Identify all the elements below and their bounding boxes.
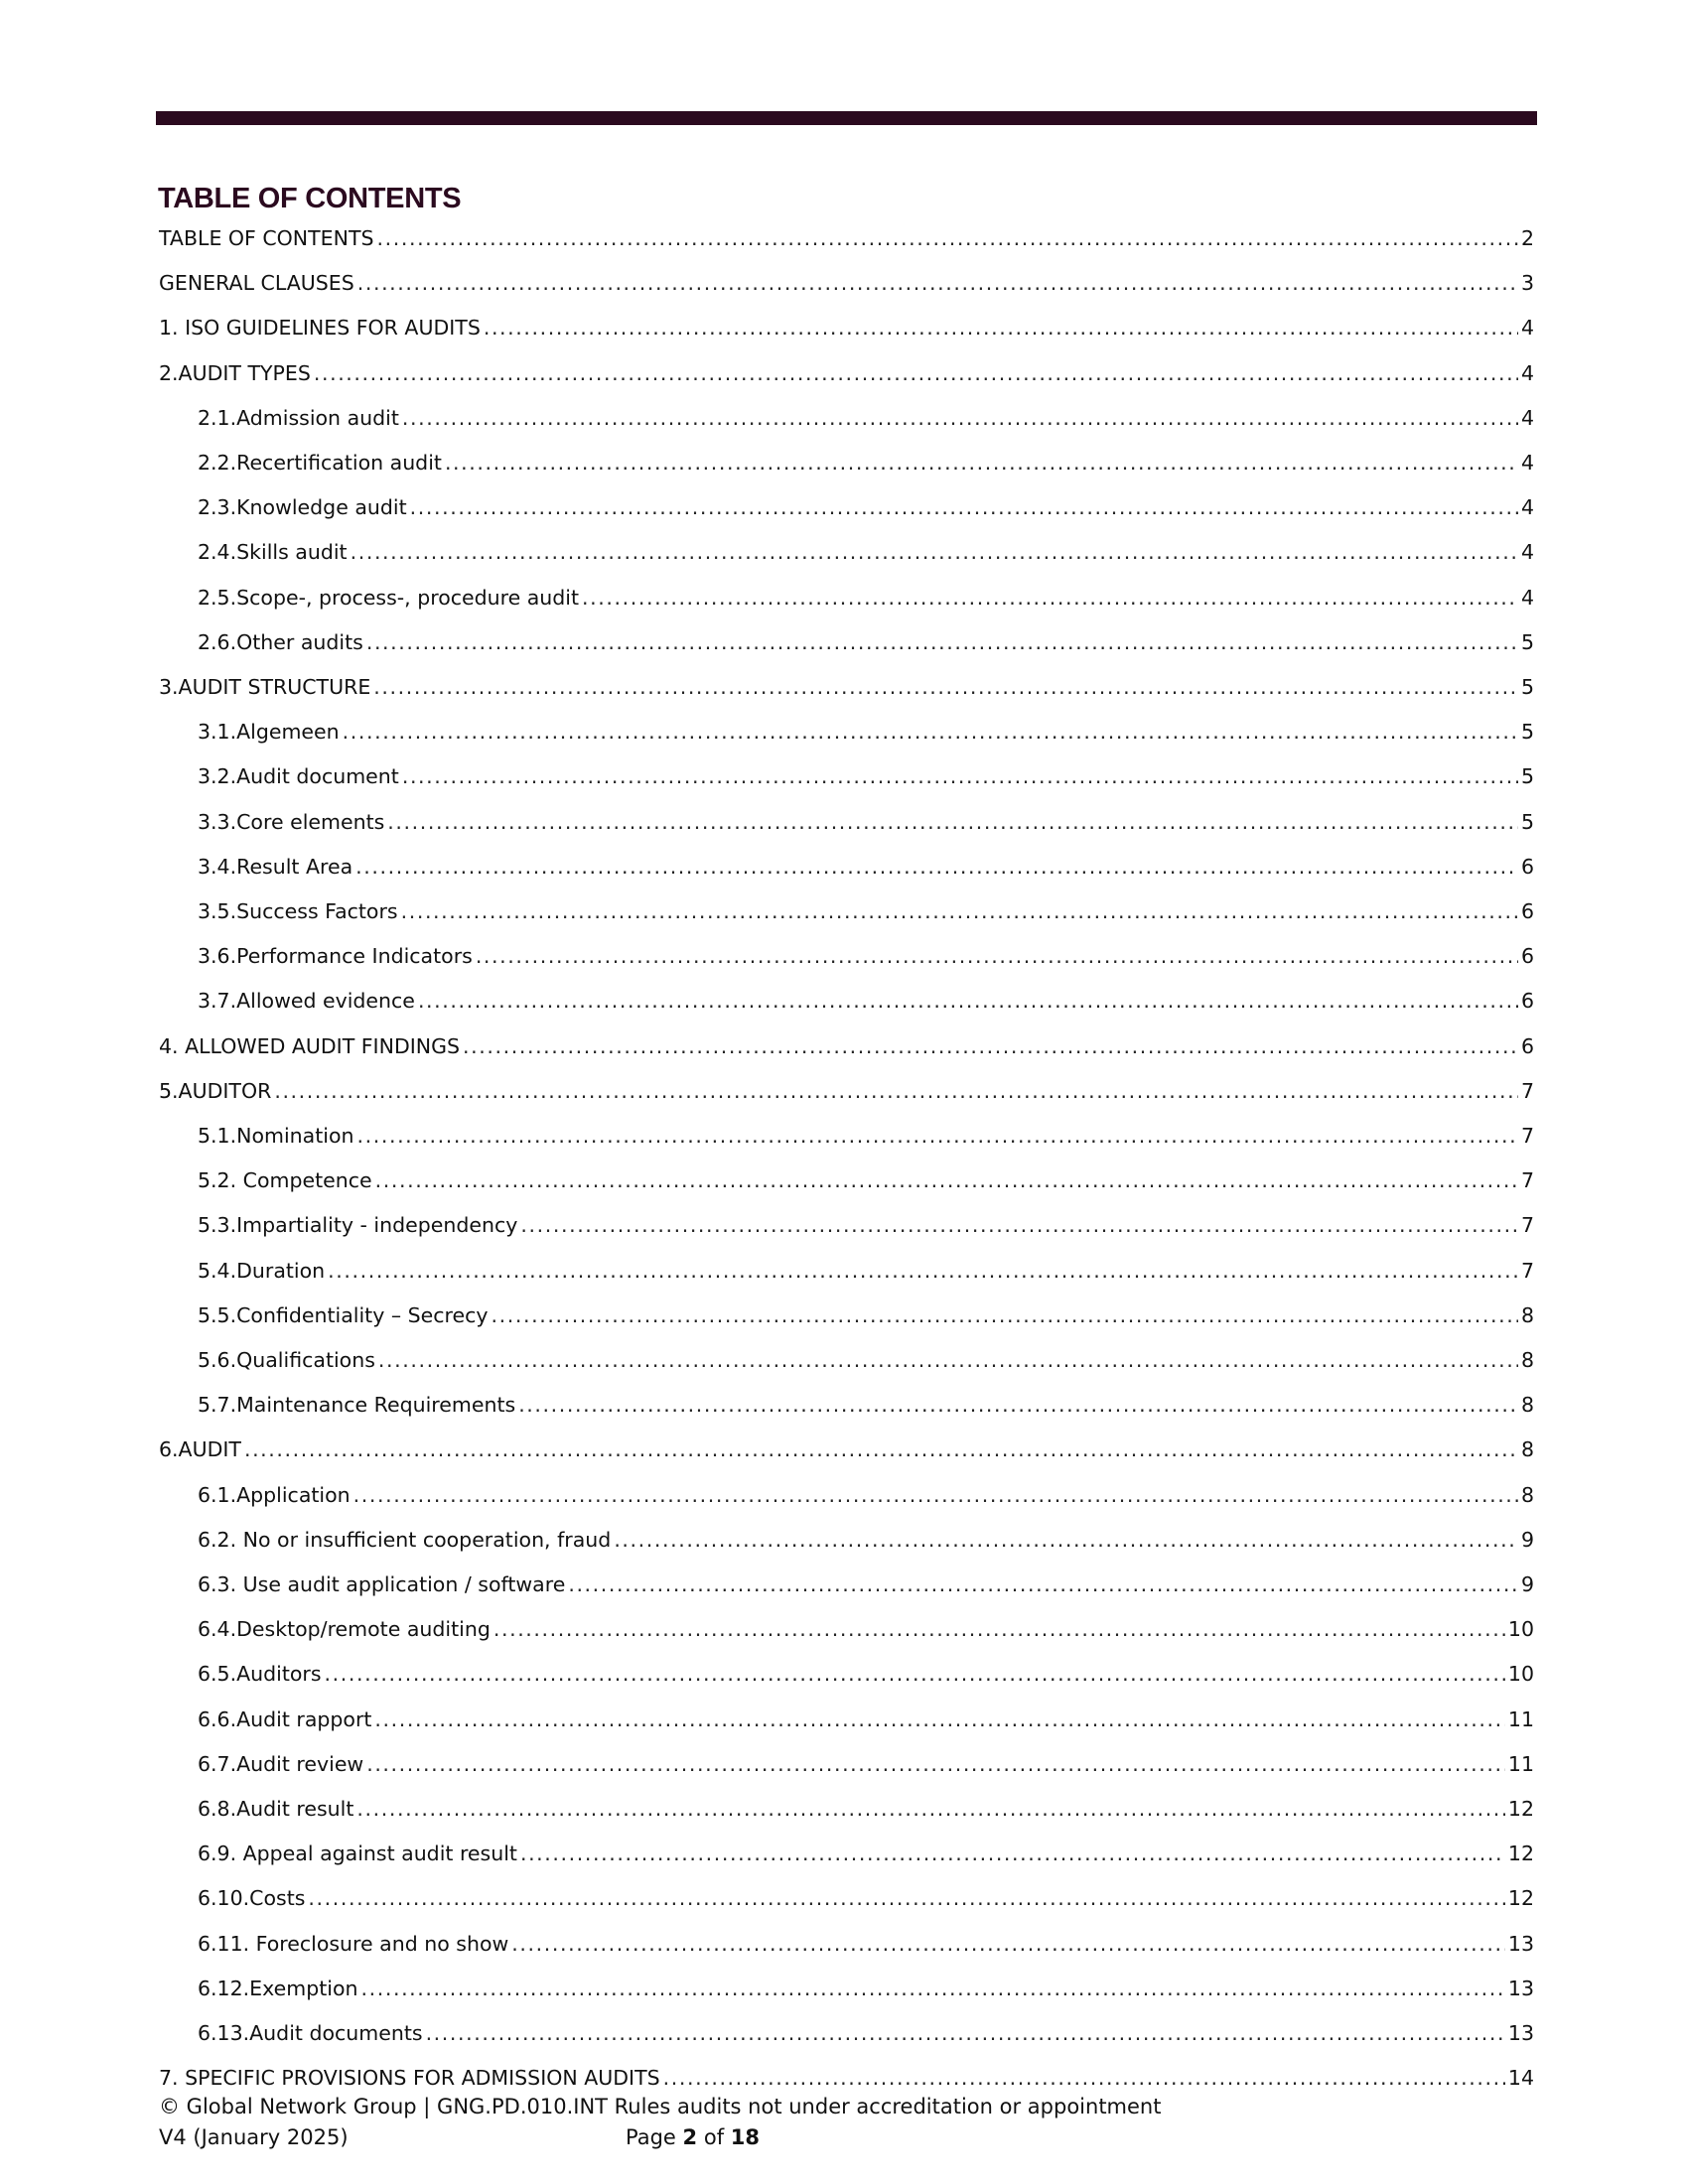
toc-entry-page: 12 [1507, 1842, 1534, 1865]
toc-entry[interactable] [198, 581, 1534, 611]
footer-copyright: © Global Network Group | GNG.PD.010.INT Rules audits not under accreditation or appointment [159, 2095, 1162, 2118]
toc-entry[interactable] [198, 2016, 1534, 2046]
toc-dot-leader [328, 1258, 1518, 1284]
toc-entry[interactable] [198, 625, 1534, 655]
toc-entry-title: 1. ISO GUIDELINES FOR AUDITS [159, 316, 481, 340]
toc-entry[interactable] [198, 535, 1534, 565]
toc-dot-leader [376, 225, 1517, 251]
toc-dot-leader [663, 2065, 1505, 2091]
toc-entry-page: 8 [1520, 1303, 1534, 1327]
toc-entry-title: 6.8.Audit result [198, 1797, 354, 1821]
toc-dot-leader [274, 1078, 1518, 1104]
toc-entry-title: 5.5.Confidentiality – Secrecy [198, 1303, 489, 1327]
toc-entry-title: 6.4.Desktop/remote auditing [198, 1617, 491, 1641]
toc-entry-page: 9 [1520, 1572, 1534, 1596]
toc-dot-leader [426, 2020, 1505, 2046]
toc-dot-leader [614, 1527, 1518, 1553]
toc-entry-title: 6.6.Audit rapport [198, 1707, 372, 1731]
toc-dot-leader [463, 1033, 1518, 1059]
toc-entry[interactable] [159, 356, 1534, 386]
toc-dot-leader [357, 270, 1518, 296]
toc-entry[interactable] [159, 670, 1534, 700]
toc-entry[interactable] [198, 1881, 1534, 1911]
toc-entry-title: 5.1.Nomination [198, 1124, 354, 1148]
toc-entry[interactable] [198, 1163, 1534, 1193]
toc-dot-leader [582, 585, 1518, 611]
toc-dot-leader [401, 898, 1518, 924]
toc-entry-title: 3.3.Core elements [198, 810, 385, 834]
page-title: TABLE OF CONTENTS [158, 183, 462, 214]
toc-entry[interactable] [198, 1119, 1534, 1149]
toc-entry-page: 7 [1520, 1124, 1534, 1148]
toc-entry-title: 6.1.Application [198, 1483, 351, 1507]
toc-entry[interactable] [198, 805, 1534, 835]
toc-entry-title: TABLE OF CONTENTS [159, 226, 374, 250]
toc-entry[interactable] [198, 446, 1534, 476]
toc-entry-title: 2.4.Skills audit [198, 540, 348, 564]
toc-entry-page: 13 [1507, 1932, 1534, 1956]
toc-entry-title: 3.2.Audit document [198, 764, 399, 788]
toc-entry[interactable] [198, 1208, 1534, 1238]
toc-dot-leader [511, 1931, 1505, 1957]
toc-dot-leader [518, 1392, 1518, 1418]
toc-entry[interactable] [198, 1657, 1534, 1687]
toc-entry-title: 3.5.Success Factors [198, 899, 398, 923]
toc-entry-title: 6.5.Auditors [198, 1662, 322, 1686]
toc-entry-title: 6.12.Exemption [198, 1977, 358, 2000]
toc-entry[interactable] [198, 490, 1534, 520]
toc-entry-page: 6 [1520, 944, 1534, 968]
toc-entry-title: 6.AUDIT [159, 1437, 241, 1461]
toc-entry-page: 4 [1520, 495, 1534, 519]
toc-entry-page: 6 [1520, 899, 1534, 923]
header-accent-bar [156, 111, 1537, 125]
toc-entry[interactable] [198, 1568, 1534, 1597]
toc-entry-title: 3.AUDIT STRUCTURE [159, 675, 371, 699]
toc-entry-title: 4. ALLOWED AUDIT FINDINGS [159, 1034, 461, 1058]
toc-entry-title: 5.6.Qualifications [198, 1348, 375, 1372]
toc-entry-page: 14 [1507, 2066, 1534, 2090]
toc-entry-title: 5.2. Competence [198, 1168, 372, 1192]
page-word: Page [626, 2125, 676, 2149]
toc-dot-leader [418, 988, 1518, 1014]
toc-dot-leader [378, 1347, 1518, 1373]
toc-entry-title: 5.7.Maintenance Requirements [198, 1393, 516, 1417]
toc-entry-page: 13 [1507, 2021, 1534, 2045]
toc-entry-page: 5 [1520, 675, 1534, 699]
toc-dot-leader [445, 450, 1518, 476]
toc-entry-title: 2.1.Admission audit [198, 406, 399, 430]
toc-entry[interactable] [198, 1298, 1534, 1328]
toc-entry[interactable] [159, 1433, 1534, 1462]
toc-dot-leader [353, 1482, 1518, 1508]
toc-entry-page: 8 [1520, 1483, 1534, 1507]
toc-entry-page: 9 [1520, 1528, 1534, 1552]
toc-entry-page: 5 [1520, 720, 1534, 744]
toc-entry-title: 3.4.Result Area [198, 855, 353, 879]
toc-entry[interactable] [198, 850, 1534, 880]
toc-entry[interactable] [198, 1388, 1534, 1418]
toc-dot-leader [568, 1571, 1518, 1597]
toc-entry-page: 2 [1520, 226, 1534, 250]
toc-entry-title: 7. SPECIFIC PROVISIONS FOR ADMISSION AUDITS [159, 2066, 660, 2090]
toc-entry-page: 12 [1507, 1886, 1534, 1910]
toc-entry-title: 3.6.Performance Indicators [198, 944, 473, 968]
toc-dot-leader [356, 1796, 1505, 1822]
toc-entry[interactable] [198, 1612, 1534, 1642]
toc-dot-leader [493, 1616, 1505, 1642]
toc-dot-leader [355, 854, 1518, 880]
toc-entry[interactable] [159, 221, 1534, 251]
toc-entry[interactable] [198, 759, 1534, 789]
toc-entry-title: 6.11. Foreclosure and no show [198, 1932, 509, 1956]
toc-entry-page: 7 [1520, 1168, 1534, 1192]
toc-entry[interactable] [198, 1927, 1534, 1957]
toc-entry[interactable] [198, 401, 1534, 431]
toc-entry[interactable] [198, 1972, 1534, 2001]
toc-entry-title: 6.13.Audit documents [198, 2021, 423, 2045]
toc-entry-page: 5 [1520, 630, 1534, 654]
toc-entry-title: GENERAL CLAUSES [159, 271, 354, 295]
toc-dot-leader [360, 1976, 1504, 2001]
toc-entry-title: 2.AUDIT TYPES [159, 361, 311, 385]
toc-entry[interactable] [198, 1792, 1534, 1822]
toc-entry-title: 5.4.Duration [198, 1259, 326, 1283]
toc-entry-page: 8 [1520, 1437, 1534, 1461]
toc-entry-page: 4 [1520, 540, 1534, 564]
toc-entry[interactable] [159, 311, 1534, 341]
toc-dot-leader [476, 943, 1518, 969]
toc-entry-page: 6 [1520, 989, 1534, 1013]
toc-entry-title: 5.AUDITOR [159, 1079, 272, 1103]
toc-entry-title: 2.5.Scope-, process-, procedure audit [198, 586, 580, 610]
toc-entry-page: 10 [1507, 1662, 1534, 1686]
toc-entry-title: 3.7.Allowed evidence [198, 989, 415, 1013]
toc-entry-title: 2.6.Other audits [198, 630, 363, 654]
toc-entry-title: 6.7.Audit review [198, 1752, 364, 1776]
toc-entry-page: 13 [1507, 1977, 1534, 2000]
footer-version: V4 (January 2025) [159, 2125, 349, 2149]
toc-entry-page: 8 [1520, 1348, 1534, 1372]
toc-dot-leader [356, 1123, 1517, 1149]
toc-entry-title: 3.1.Algemeen [198, 720, 340, 744]
toc-dot-leader [520, 1841, 1505, 1866]
toc-entry-title: 6.3. Use audit application / software [198, 1572, 566, 1596]
toc-entry[interactable] [159, 1029, 1534, 1059]
toc-dot-leader [366, 629, 1518, 655]
toc-dot-leader [314, 360, 1518, 386]
toc-entry-page: 6 [1520, 855, 1534, 879]
toc-entry-page: 4 [1520, 586, 1534, 610]
toc-entry-page: 3 [1520, 271, 1534, 295]
toc-entry-title: 6.2. No or insufficient cooperation, fraud [198, 1528, 612, 1552]
page-total: 18 [730, 2125, 761, 2149]
toc-entry[interactable] [198, 1478, 1534, 1508]
toc-entry-title: 2.3.Knowledge audit [198, 495, 407, 519]
toc-entry[interactable] [198, 1747, 1534, 1777]
toc-dot-leader [308, 1885, 1504, 1911]
toc-entry[interactable] [198, 1343, 1534, 1373]
toc-entry-page: 4 [1520, 406, 1534, 430]
toc-entry-title: 6.10.Costs [198, 1886, 306, 1910]
toc-entry-page: 8 [1520, 1393, 1534, 1417]
toc-entry-page: 6 [1520, 1034, 1534, 1058]
footer-page-number [626, 2124, 760, 2150]
toc-entry[interactable] [198, 1837, 1534, 1866]
toc-dot-leader [373, 674, 1518, 700]
toc-dot-leader [343, 719, 1518, 745]
page-current: 2 [682, 2125, 698, 2149]
toc-entry-title: 5.3.Impartiality - independency [198, 1213, 518, 1237]
toc-dot-leader [374, 1706, 1504, 1732]
toc-entry[interactable] [198, 1523, 1534, 1553]
toc-entry-page: 4 [1520, 451, 1534, 475]
toc-dot-leader [244, 1436, 1518, 1462]
toc-dot-leader [492, 1302, 1518, 1328]
toc-entry-page: 10 [1507, 1617, 1534, 1641]
toc-entry[interactable] [198, 939, 1534, 969]
toc-entry-title: 6.9. Appeal against audit result [198, 1842, 517, 1865]
toc-entry[interactable] [198, 984, 1534, 1014]
toc-dot-leader [351, 539, 1518, 565]
toc-entry-page: 4 [1520, 316, 1534, 340]
toc-entry-page: 12 [1507, 1797, 1534, 1821]
toc-entry-page: 7 [1520, 1213, 1534, 1237]
toc-entry[interactable] [198, 1703, 1534, 1732]
toc-entry[interactable] [198, 1254, 1534, 1284]
toc-entry[interactable] [159, 2061, 1534, 2091]
toc-dot-leader [402, 405, 1518, 431]
toc-dot-leader [387, 809, 1518, 835]
toc-dot-leader [366, 1751, 1505, 1777]
toc-dot-leader [520, 1212, 1518, 1238]
toc-entry-page: 11 [1507, 1752, 1534, 1776]
toc-entry-page: 5 [1520, 810, 1534, 834]
toc-dot-leader [410, 494, 1518, 520]
page-of: of [703, 2125, 725, 2149]
toc-entry[interactable] [159, 1074, 1534, 1104]
toc-dot-leader [375, 1167, 1518, 1193]
toc-entry-page: 7 [1520, 1079, 1534, 1103]
toc-entry-page: 5 [1520, 764, 1534, 788]
toc-entry[interactable] [198, 894, 1534, 924]
toc-entry[interactable] [198, 715, 1534, 745]
toc-entry-page: 7 [1520, 1259, 1534, 1283]
toc-entry-page: 11 [1507, 1707, 1534, 1731]
toc-entry[interactable] [159, 266, 1534, 296]
toc-dot-leader [484, 315, 1518, 341]
toc-dot-leader [402, 763, 1518, 789]
toc-dot-leader [325, 1661, 1505, 1687]
toc-entry-title: 2.2.Recertification audit [198, 451, 442, 475]
toc-entry-page: 4 [1520, 361, 1534, 385]
